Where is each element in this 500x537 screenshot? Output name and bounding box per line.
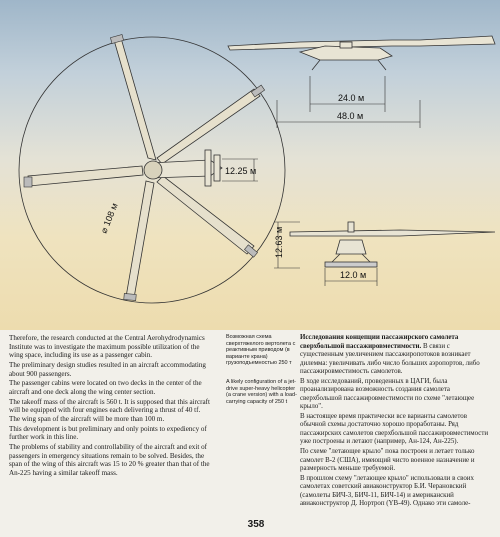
paragraph: Therefore, the research conducted at the Central Aerohydrodynamics Institute was to investigate the maximum possible utilization of the wing space, including its use as a passenger cabin. [9,334,205,360]
rotor-blade [28,166,143,186]
paragraph: В настоящее время практически все варианты самолетов обычной схемы достаточно хорошо проработаны. Ряд пассажирских самолетов сверхбольшой пассажировместимости уже построены и летают (например, Ан-124, Ан-225). [300,412,489,446]
front-view [290,222,495,267]
jet-tip [24,177,32,187]
paragraph: This development is but preliminary and only points to expediency of further work in this line. [9,424,207,442]
paragraph: The passenger cabins were located on two decks in the center of the aircraft and one deck along the wing center section. [9,379,202,396]
figure-caption-column [226,334,298,417]
paragraph: По схеме "летающее крыло" пока построен и летает только самолет B-2 (США), имеющий чисто военное назначение и размерность меньше требуемой. [300,448,475,473]
page-number: 358 [247,519,265,530]
paragraph: The takeoff mass of the aircraft is 560 t. It is supposed that this aircraft will be equipped with four engines each delivering a thrust of 40 tf. The wing span of the aircraft will be more than 100 m. [9,397,210,423]
paragraph: The preliminary design studies resulted in an aircraft accommodating about 900 passengers. [9,360,206,378]
caption-english: A likely configuration of a jet-drive super-heavy helicopter (a crane version) with a load-carrying capacity of 250 t [226,378,297,405]
dim-body-width: 12.25 м [225,166,257,176]
rotor-blade [157,176,254,254]
caption-russian: Возможная схема сверхтяжелого вертолета с реактивным приводом (в варианте крана) грузоподъемностью 250 т [226,334,296,367]
side-view [228,36,495,70]
dim-rotor-diameter: ⌀ 108 м [98,201,120,235]
paragraph: The problems of stability and controllability of the aircraft and exit of passengers in emergency situations remain to be solved. Besides, the span of the wing of this aircraft was 15 to 20 % greater than that of the An-225 having a similar takeoff mass. [9,443,210,477]
jet-tip [124,293,136,300]
english-text-column [9,334,210,479]
dim-height: 12.63 м [274,226,284,258]
paragraph: В связи с существенным увеличением пассажиропотоков возникает дилемма: увеличивать либо число больших аэропортов, либо пассажировместимость самолетов. [300,342,480,375]
dim-span-outer: 48.0 м [337,111,364,121]
rotor-blade [126,181,154,298]
dim-base-width: 12.0 м [340,270,367,280]
paragraph: В ходе исследований, проведенных в ЦАГИ, была проанализирована возможность создания самолета сверхбольшой пассажировместимости по схеме "летающее крыло". [300,377,475,411]
rotor-blade [114,38,156,160]
section-title: Исследования концепции пассажирского самолета сверхбольшой пассажировместимости. [300,334,459,350]
paragraph: В прошлом схему "летающее крыло" использовали в своих самолетах советский авиаконструктор Б.И. Черановский (самолеты БИЧ-3, БИЧ-11, БИЧ-14) и американский авиаконструктор Д. Нортроп (YB-49). Однако эти самоле- [300,474,474,508]
russian-text-column [300,334,493,510]
fuselage-top [144,150,222,186]
dim-span-inner: 24.0 м [338,93,365,103]
